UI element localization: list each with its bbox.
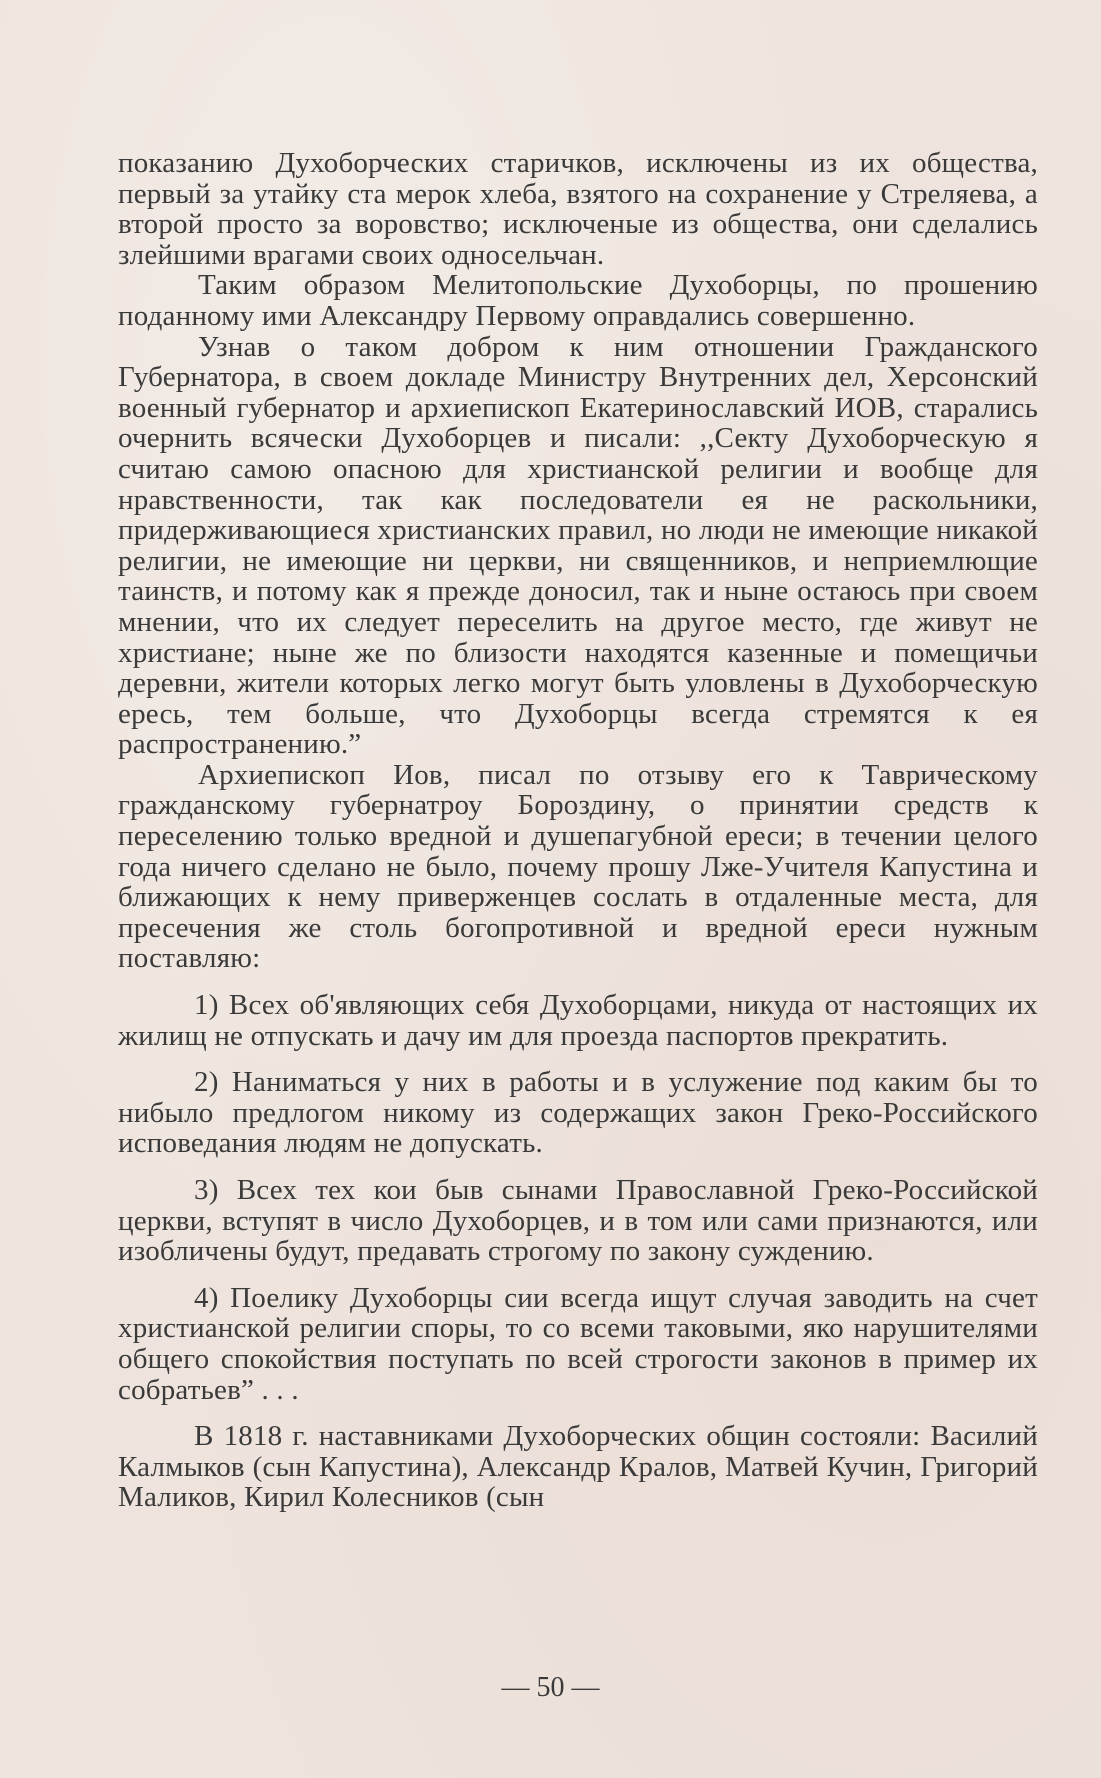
paragraph-1: показанию Духоборческих старичков, исключены из их общества, первый за утайку ста мерок хлеба, взятого на сохранение у Стреляева, а второй просто за воровство; исключеные из общества, они сделались злейшими врагами своих односельчан. [118,147,1038,271]
numbered-item-4: 4) Поелику Духоборцы сии всегда ищут случая заводить на счет христианской религии споры, то со всеми таковыми, яко нарушителями общего спокойствия поступать по всей строгости законов в пример их собратьев” . . . [118,1281,1038,1406]
paragraph-3: Узнав о таком добром к ним отношении Гражданского Губернатора, в своем докладе Министру Внутренних дел, Херсонский военный губернатор и архиепископ Екатеринославский ИОВ, старались очернить всячески Духоборцев и писали: ,,Секту Духоборческую я считаю самою опасною для христианской религии и вообще для нравственности, так как последователи ея не раскольники, придерживающиеся христианских правил, но люди не имеющие никакой религии, не имеющие ни церкви, ни священников, и неприемлющие таинств, и потому как я прежде доносил, так и ныне остаюсь при своем мнении, что их следует переселить на другое место, где живут не христиане; ныне же по близости находятся казенные и помещичьи деревни, жители которых легко могут быть уловлены в Духоборческую ересь, тем больше, что Духоборцы всегда стремятся к ея распространению.” [118,330,1038,761]
paragraph-4: Архиепископ Иов, писал по отзыву его к Таврическому гражданскому губернатроу Бороздину, о принятии средств к переселению только вредной и душепагубной ереси; в течении целого года ничего сделано не было, почему прошу Лже-Учителя Капустина и ближающих к нему приверженцев сослать в отдаленные места, для пресечения же столь богопротивной и вредной ереси нужным поставляю: [118,758,1038,975]
numbered-item-3: 3) Всех тех кои быв сынами Православной Греко-Российской церкви, вступят в число Духоборцев, и в том или сами признаются, или изобличены будут, предавать строгому по закону суждению. [118,1174,1038,1268]
page-body-text [118,148,1038,1513]
paragraph-2: Таким образом Мелитопольские Духоборцы, по прошению поданному ими Александру Первому оправдались совершенно. [118,269,1038,332]
final-paragraph: В 1818 г. наставниками Духоборческих общин состояли: Василий Калмыков (сын Капустина), Александр Кралов, Матвей Кучин, Григорий Маликов, Кирил Колесников (сын [118,1420,1038,1514]
numbered-item-1: 1) Всех об'являющих себя Духоборцами, никуда от настоящих их жилищ не отпускать и дачу им для проезда паспортов прекратить. [118,989,1038,1052]
page-number: — 50 — [501,1672,600,1703]
numbered-item-2: 2) Наниматься у них в работы и в услужение под каким бы то нибыло предлогом никому из содержащих закон Греко-Российского исповедания людям не допускать. [118,1066,1038,1160]
